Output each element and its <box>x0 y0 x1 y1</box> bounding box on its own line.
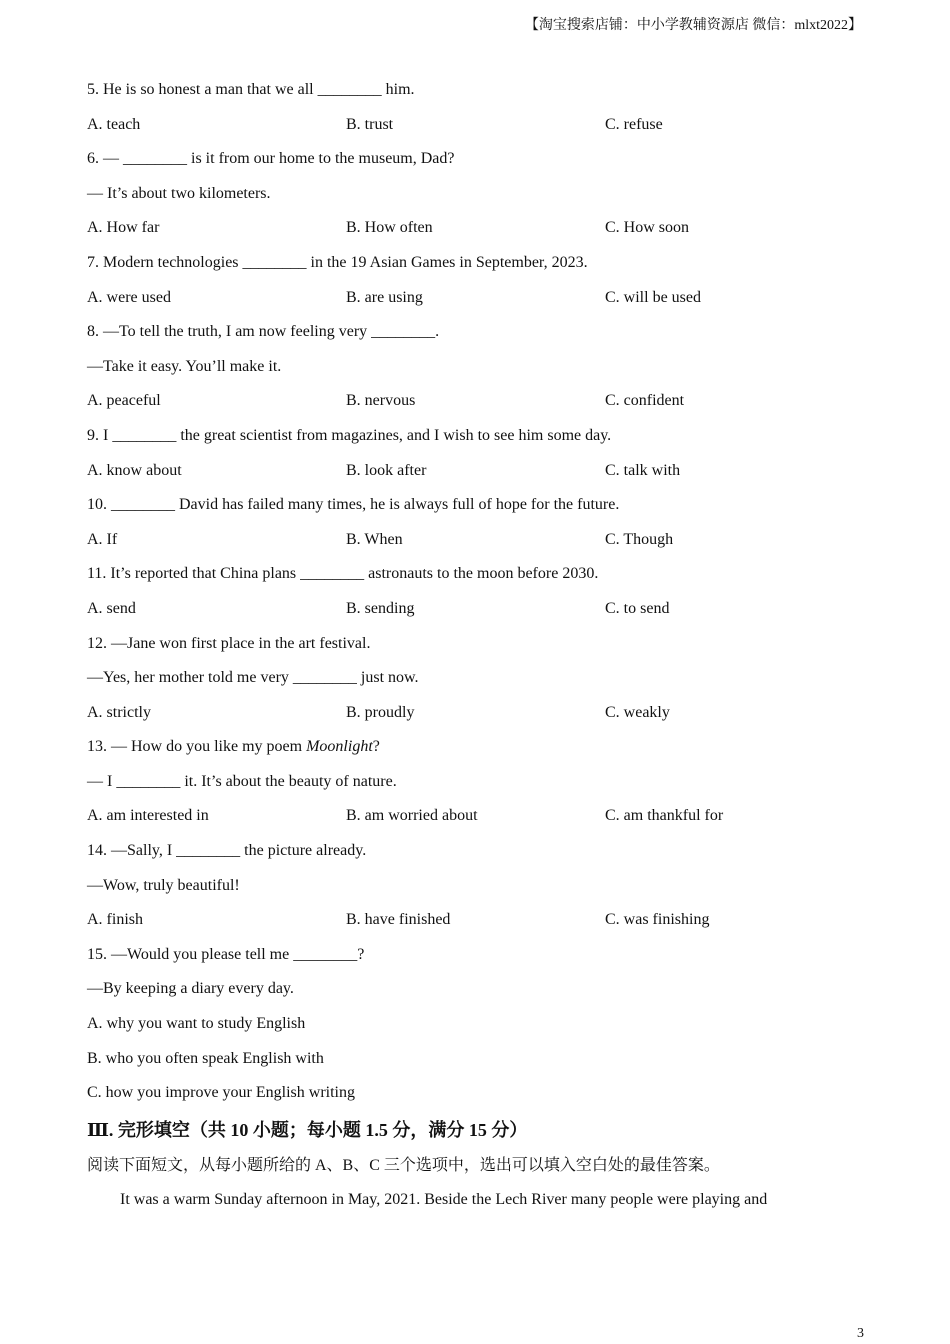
option-c: C. weakly <box>605 703 670 721</box>
option-c: C. confident <box>605 392 685 410</box>
question-stem: 8. —To tell the truth, I am now feeling very ________. <box>87 323 440 341</box>
option-b: B. look after <box>346 461 427 479</box>
option-b: B. sending <box>346 599 415 617</box>
option-a: A. why you want to study English <box>87 1015 306 1033</box>
option-a: A. know about <box>87 461 182 479</box>
question-stem: 14. —Sally, I ________ the picture already. <box>87 842 367 860</box>
option-row <box>87 216 867 251</box>
option-a: A. How far <box>87 219 160 237</box>
section-instruction: 阅读下面短文，从每小题所给的 A、B、C 三个选项中，选出可以填入空白处的最佳答案。 <box>87 1156 720 1174</box>
option-c: C. how you improve your English writing <box>87 1084 355 1102</box>
question-stem: 12. —Jane won first place in the art festival. <box>87 634 371 652</box>
option-b: B. who you often speak English with <box>87 1049 324 1067</box>
option-a: A. send <box>87 599 136 617</box>
stem-text: ? <box>372 738 380 756</box>
option-b: B. How often <box>346 219 433 237</box>
question-reply: —By keeping a diary every day. <box>87 980 294 998</box>
page-number: 3 <box>857 1326 864 1341</box>
question-stem: 11. It’s reported that China plans ________ astronauts to the moon before 2030. <box>87 565 599 583</box>
question-stem <box>87 735 867 770</box>
option-a: A. strictly <box>87 703 151 721</box>
option-c: C. am thankful for <box>605 807 724 825</box>
option-c: C. will be used <box>605 288 701 306</box>
option-a: A. If <box>87 530 118 548</box>
question-reply: —Yes, her mother told me very ________ just now. <box>87 669 419 687</box>
option-b: B. have finished <box>346 911 451 929</box>
question-stem: 6. — ________ is it from our home to the museum, Dad? <box>87 150 455 168</box>
option-row <box>87 804 867 839</box>
option-a: A. am interested in <box>87 807 209 825</box>
option-a: A. peaceful <box>87 392 161 410</box>
option-row <box>87 389 867 424</box>
option-row <box>87 286 867 321</box>
question-reply: — I ________ it. It’s about the beauty of nature. <box>87 772 397 790</box>
option-b: B. nervous <box>346 392 416 410</box>
option-b: B. When <box>346 530 403 548</box>
option-c: C. was finishing <box>605 911 710 929</box>
page-header: 【淘宝搜索店铺：中小学教辅资源店 微信：mlxt2022】 <box>524 18 862 33</box>
option-b: B. proudly <box>346 703 415 721</box>
option-b: B. trust <box>346 115 394 133</box>
question-reply: — It’s about two kilometers. <box>87 184 271 202</box>
option-a: A. teach <box>87 115 141 133</box>
passage-paragraph: It was a warm Sunday afternoon in May, 2021. Beside the Lech River many people were playing and <box>120 1191 768 1209</box>
option-c: C. How soon <box>605 219 690 237</box>
question-list <box>87 78 867 1223</box>
question-stem: 15. —Would you please tell me ________? <box>87 945 365 963</box>
section-heading: Ⅲ. 完形填空（共 10 小题；每小题 1.5 分，满分 15 分） <box>87 1119 528 1140</box>
option-c: C. talk with <box>605 461 681 479</box>
question-stem: 7. Modern technologies ________ in the 19 Asian Games in September, 2023. <box>87 253 588 271</box>
question-stem: 5. He is so honest a man that we all ________ him. <box>87 81 415 98</box>
option-row <box>87 701 867 736</box>
poem-title: Moonlight <box>306 738 373 756</box>
question-reply: —Wow, truly beautiful! <box>87 876 240 894</box>
option-c: C. refuse <box>605 115 663 133</box>
option-row <box>87 597 867 632</box>
option-row <box>87 528 867 563</box>
option-c: C. to send <box>605 599 670 617</box>
question-stem: 10. ________ David has failed many times, he is always full of hope for the future. <box>87 496 620 514</box>
option-b: B. are using <box>346 288 423 306</box>
option-b: B. am worried about <box>346 807 478 825</box>
option-row <box>87 113 867 148</box>
option-row <box>87 908 867 943</box>
question-stem: 9. I ________ the great scientist from magazines, and I wish to see him some day. <box>87 426 612 444</box>
option-a: A. were used <box>87 288 171 306</box>
option-row <box>87 459 867 494</box>
stem-text: 13. — How do you like my poem <box>87 738 307 756</box>
question-reply: —Take it easy. You’ll make it. <box>87 357 282 375</box>
option-c: C. Though <box>605 530 674 548</box>
option-a: A. finish <box>87 911 143 929</box>
